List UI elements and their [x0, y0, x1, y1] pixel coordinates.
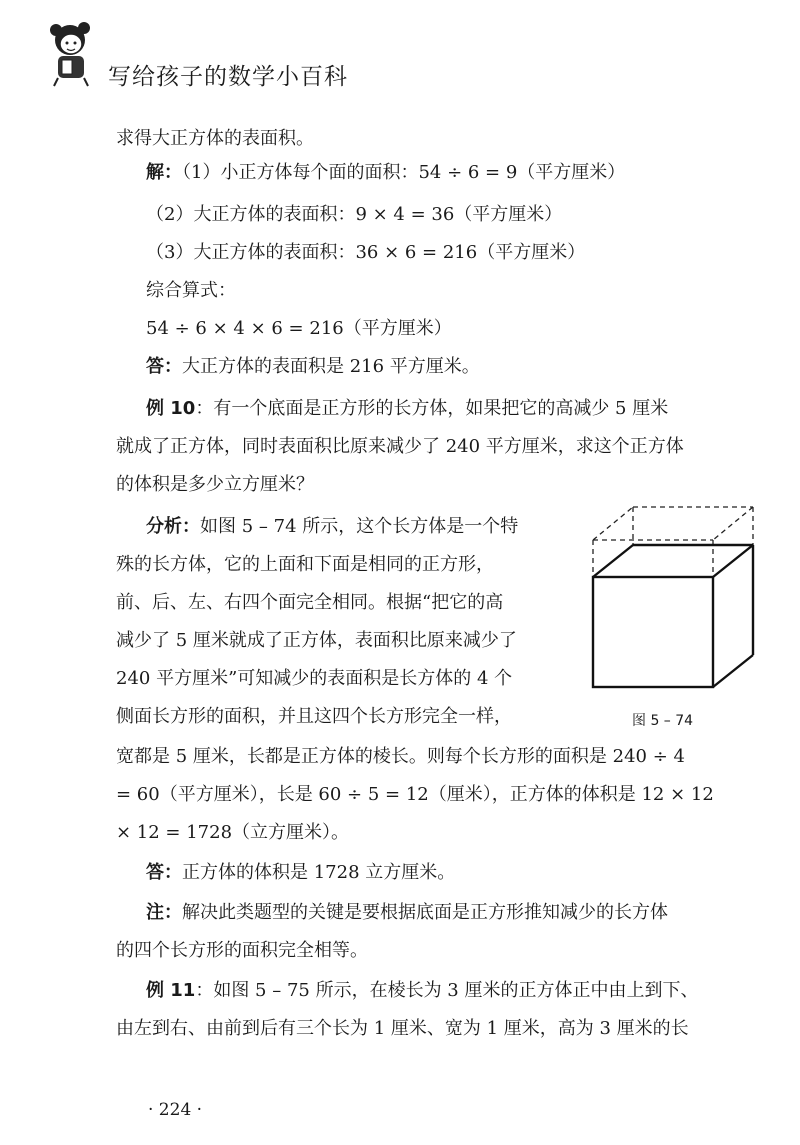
text-line: 答：大正方体的表面积是 216 平方厘米。: [146, 356, 480, 377]
label-solution: 解：: [146, 162, 182, 183]
cuboid-figure: [588, 505, 758, 695]
text-line: 240 平方厘米”可知减少的表面积是长方体的 4 个: [116, 668, 513, 689]
label-note: 注：: [146, 902, 182, 923]
text-line: 由左到右、由前到后有三个长为 1 厘米、宽为 1 厘米，高为 3 厘米的长: [116, 1018, 689, 1039]
text-line: 的四个长方形的面积完全相等。: [116, 940, 368, 961]
girl-mascot-icon: [44, 18, 104, 88]
text-line: 解：（1）小正方体每个面的面积：54 ÷ 6 = 9（平方厘米）: [146, 162, 626, 183]
text-line: 侧面长方形的面积，并且这四个长方形完全一样，: [116, 706, 512, 727]
text-line: = 60（平方厘米），长是 60 ÷ 5 = 12（厘米），正方体的体积是 12 × 12: [116, 784, 714, 805]
text-line: 注：解决此类题型的关键是要根据底面是正方形推知减少的长方体: [146, 902, 668, 923]
text-line: 54 ÷ 6 × 4 × 6 = 216（平方厘米）: [146, 318, 452, 339]
text-line: 综合算式：: [146, 280, 236, 301]
text-line: 例 11：如图 5 – 75 所示，在棱长为 3 厘米的正方体正中由上到下、: [146, 980, 699, 1001]
page-number: · 224 ·: [148, 1100, 203, 1120]
text-line: 例 10：有一个底面是正方形的长方体，如果把它的高减少 5 厘米: [146, 398, 669, 419]
text-line: 答：正方体的体积是 1728 立方厘米。: [146, 862, 456, 883]
text-line: 前、后、左、右四个面完全相同。根据“把它的高: [116, 592, 504, 613]
label-analysis: 分析：: [146, 516, 200, 537]
text-line: （2）大正方体的表面积：9 × 4 = 36（平方厘米）: [146, 204, 563, 225]
figure-caption: 图 5 – 74: [632, 713, 694, 729]
book-title: 写给孩子的数学小百科: [108, 64, 348, 90]
page-header: [44, 18, 364, 88]
text-line: 的体积是多少立方厘米？: [116, 474, 314, 495]
text-line: 宽都是 5 厘米，长都是正方体的棱长。则每个长方形的面积是 240 ÷ 4: [116, 746, 685, 767]
text-line: × 12 = 1728（立方厘米）。: [116, 822, 350, 843]
label-example-11: 例 11: [146, 980, 196, 1001]
text-line: 减少了 5 厘米就成了正方体，表面积比原来减少了: [116, 630, 517, 651]
label-answer-2: 答：: [146, 862, 182, 883]
cube-solid: [593, 545, 753, 687]
removed-top-part: [593, 507, 753, 577]
text-line: 就成了正方体，同时表面积比原来减少了 240 平方厘米，求这个正方体: [116, 436, 684, 457]
label-example-10: 例 10: [146, 398, 196, 419]
text-line: （3）大正方体的表面积：36 × 6 = 216（平方厘米）: [146, 242, 586, 263]
text-line: 殊的长方体，它的上面和下面是相同的正方形，: [116, 554, 494, 575]
text-line: 分析：如图 5 – 74 所示，这个长方体是一个特: [146, 516, 519, 537]
text-line: 求得大正方体的表面积。: [116, 128, 314, 149]
label-answer: 答：: [146, 356, 182, 377]
